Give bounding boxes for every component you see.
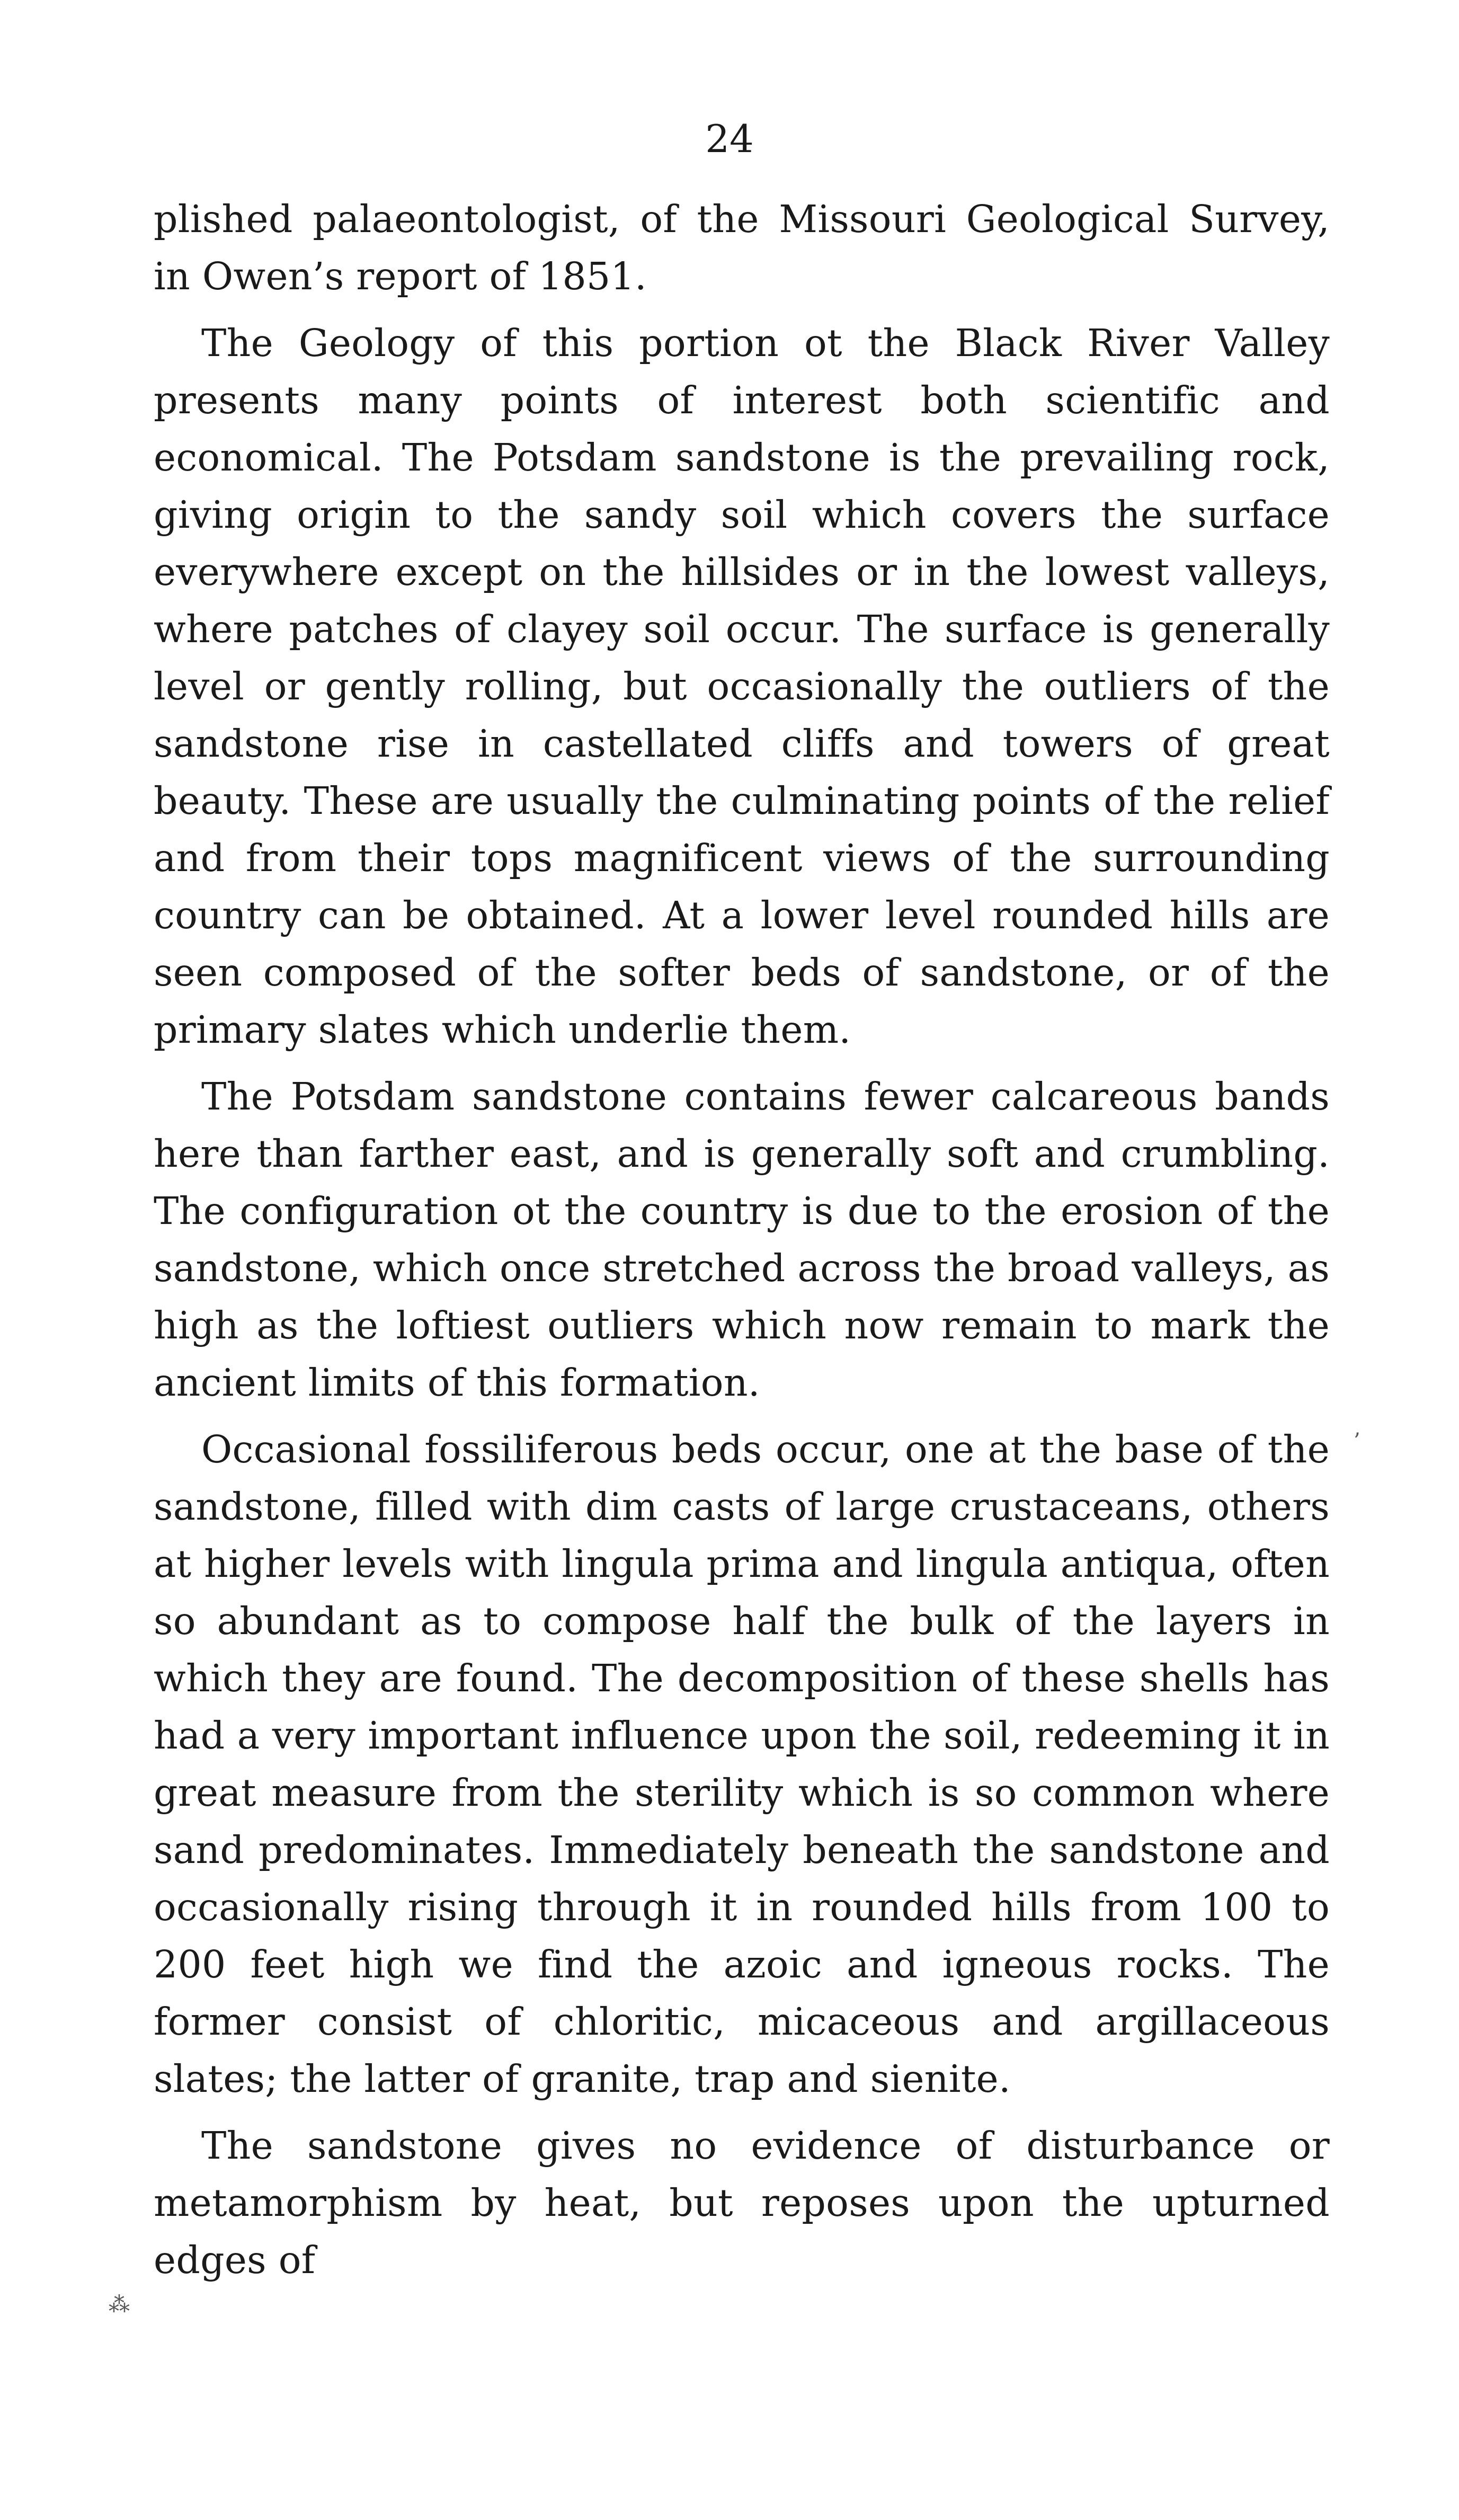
stray-mark: ’ xyxy=(1354,1429,1360,1453)
paragraph-metamorphism: The sandstone gives no evidence of disturbance or metamorphism by heat, but reposes upon the upturned edges of xyxy=(154,2124,1330,2282)
paragraph-continuation: plished palaeontologist, of the Missouri Geological Survey, in Owen’s report of 1851. xyxy=(154,197,1330,298)
paragraph-potsdam-sandstone: The Potsdam sandstone contains fewer calcareous bands here than farther east, and is generally soft and crumbling. The configuration ot the country is due to the erosion of the sandstone, which once stretched across the broad valleys, as high as the loftiest outliers which now remain to mark the ancient limits of this formation. xyxy=(154,1075,1330,1405)
page-number: 24 xyxy=(705,117,754,161)
ink-smudge-mark: ⁂ xyxy=(109,2293,130,2317)
paragraph-geology-overview: The Geology of this portion ot the Black River Valley presents many points of interest both scientific and economical. The Potsdam sandstone is the prevailing rock, giving origin to the sandy soil which covers the surface everywhere except on the hillsides or in the lowest valleys, where patches of clayey soil occur. The surface is generally level or gently rolling, but occasionally the outliers of the sandstone rise in castellated cliffs and towers of great beauty. These are usually the culminating points of the relief and from their tops magnificent views of the surrounding country can be obtained. At a lower level rounded hills are seen composed of the softer beds of sandstone, or of the primary slates which underlie them. xyxy=(154,321,1330,1052)
body-text xyxy=(154,191,1330,2299)
paragraph-fossiliferous-beds: Occasional fossiliferous beds occur, one at the base of the sandstone, filled with dim casts of large crustaceans, others at higher levels with lingula prima and lingula antiqua, often so abundant as to compose half the bulk of the layers in which they are found. The decomposition of these shells has had a very important influence upon the soil, redeeming it in great measure from the sterility which is so common where sand predominates. Immediately beneath the sandstone and occasionally rising through it in rounded hills from 100 to 200 feet high we find the azoic and igneous rocks. The former consist of chloritic, micaceous and argillaceous slates; the latter of granite, trap and sienite. xyxy=(154,1427,1330,2101)
